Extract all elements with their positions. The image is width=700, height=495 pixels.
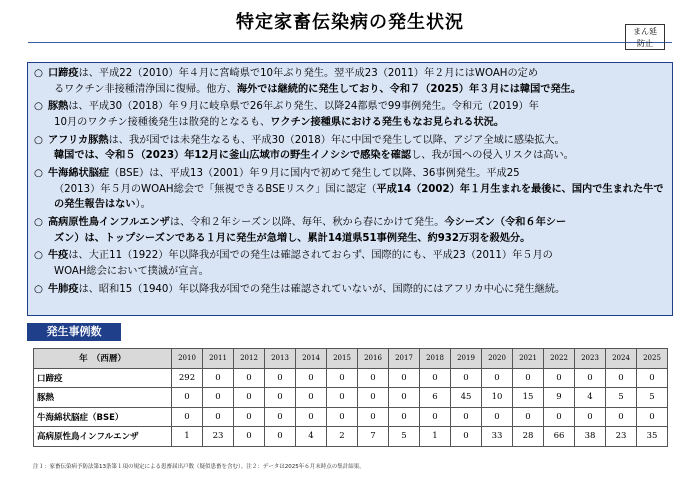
table-cell: 9 (544, 388, 575, 408)
item-emphasis: ワクチン接種県における発生もなお見られる状況。 (270, 116, 505, 128)
item-continuation (34, 182, 666, 213)
table-row (34, 388, 668, 408)
item-continuation (34, 231, 666, 247)
disease-name: 口蹄疫 (48, 68, 79, 79)
table-cell: 4 (575, 388, 606, 408)
table-cell: 0 (389, 407, 420, 427)
table-cell: 0 (265, 427, 296, 447)
table-cell: 0 (203, 388, 234, 408)
table-cell: 45 (451, 388, 482, 408)
outbreak-table (33, 348, 668, 447)
item-text: 10月のワクチン接種後発生は散発的となるも、 (54, 116, 271, 128)
item-emphasis: 平成14（2002）年１月生まれを最後に、国内で生まれた牛での発生報告はない (54, 183, 664, 211)
table-cell: 0 (606, 407, 637, 427)
year-header: 2023 (575, 349, 606, 369)
table-cell: 0 (327, 407, 358, 427)
year-header: 2013 (265, 349, 296, 369)
table-cell: 0 (420, 368, 451, 388)
table-cell: 0 (575, 368, 606, 388)
disease-summary-box (27, 62, 673, 316)
item-text: は、昭和15（1940）年以降我が国での発生は確認されていないが、国際的にはアフリカ中心に発生継続。 (78, 283, 566, 295)
table-cell: 0 (172, 407, 203, 427)
table-cell: 5 (637, 388, 668, 408)
badge-line-1: まん延 (633, 27, 657, 36)
table-cell: 0 (265, 388, 296, 408)
item-text: は、大正11（1922）年以降我が国での発生は確認されておらず、国際的にも、平成23（2011）年５月の (68, 250, 553, 262)
table-cell: 0 (451, 427, 482, 447)
table-cell: 0 (606, 368, 637, 388)
item-text: は、令和２年シーズン以降、毎年、秋から春にかけて発生。 (169, 217, 445, 229)
table-cell: 0 (296, 407, 327, 427)
table-cell: 38 (575, 427, 606, 447)
item-emphasis: ズン）は、トップシーズンである１月に発生が急増し、累計14道県51事例発生、約932万羽を殺処分。 (54, 232, 531, 244)
item-text: るワクチン非接種清浄国に復帰。他方、 (54, 83, 237, 95)
table-cell: 0 (234, 368, 265, 388)
year-header: 2018 (420, 349, 451, 369)
table-cell: 0 (265, 407, 296, 427)
table-row (34, 407, 668, 427)
table-cell: 0 (358, 407, 389, 427)
table-row (34, 427, 668, 447)
year-header: 2010 (172, 349, 203, 369)
table-cell: 0 (544, 407, 575, 427)
table-cell: 0 (451, 407, 482, 427)
badge-line-2: 防止 (637, 39, 653, 48)
table-cell: 1 (172, 427, 203, 447)
disease-item (34, 215, 666, 246)
table-cell: 0 (358, 368, 389, 388)
bullet-mark: ○ (34, 134, 43, 146)
item-continuation (34, 264, 666, 280)
table-cell: 0 (513, 407, 544, 427)
table-cell: 0 (327, 388, 358, 408)
table-cell: 292 (172, 368, 203, 388)
bullet-mark: ○ (34, 217, 43, 229)
table-cell: 10 (482, 388, 513, 408)
row-label: 豚熱 (34, 388, 172, 408)
bullet-mark: ○ (34, 283, 43, 295)
table-cell: 23 (203, 427, 234, 447)
table-corner-header: 年 （西暦） (34, 349, 172, 369)
item-text: は、平成30（2018）年９月に岐阜県で26年ぶり発生、以降24都県で99事例発生。令和元（2019）年 (68, 101, 539, 113)
item-text: は、我が国では未発生なるも、平成30（2018）年に中国で発生して以降、アジア全域に感染拡大。 (108, 134, 565, 146)
row-label: 高病原性鳥インフルエンザ (34, 427, 172, 447)
bullet-mark: ○ (34, 168, 43, 180)
table-cell: 0 (420, 407, 451, 427)
disease-item (34, 166, 666, 213)
table-cell: 0 (172, 388, 203, 408)
item-emphasis: 韓国では、令和５（2023）年12月に釜山広域市の野生イノシシで感染を確認 (54, 150, 412, 162)
table-cell: 2 (327, 427, 358, 447)
disease-item (34, 248, 666, 279)
year-header: 2022 (544, 349, 575, 369)
table-cell: 0 (358, 388, 389, 408)
year-header: 2014 (296, 349, 327, 369)
table-cell: 35 (637, 427, 668, 447)
disease-item (34, 133, 666, 164)
item-text: ）。 (135, 199, 151, 211)
year-header: 2017 (389, 349, 420, 369)
disease-item (34, 99, 666, 130)
table-cell: 0 (513, 368, 544, 388)
table-cell: 0 (327, 368, 358, 388)
disease-name: アフリカ豚熱 (48, 134, 109, 146)
item-text: （2013）年５月のWOAH総会で「無視できるBSEリスク」国に認定（ (54, 183, 377, 195)
table-cell: 66 (544, 427, 575, 447)
disease-name: 牛肺疫 (48, 283, 79, 295)
item-text: WOAH総会において撲滅が宣言。 (54, 266, 209, 278)
year-header: 2021 (513, 349, 544, 369)
table-cell: 23 (606, 427, 637, 447)
table-cell: 0 (296, 368, 327, 388)
year-header: 2025 (637, 349, 668, 369)
table-cell: 33 (482, 427, 513, 447)
bullet-mark: ○ (34, 68, 43, 79)
table-header-row (34, 349, 668, 369)
disease-name: 豚熱 (48, 101, 69, 113)
disease-name: 牛海綿状脳症 (48, 168, 110, 180)
year-header: 2019 (451, 349, 482, 369)
item-emphasis: 海外では継続的に発生しており、令和７（2025）年３月には韓国で発生。 (236, 83, 582, 95)
table-cell: 0 (389, 388, 420, 408)
table-cell: 0 (637, 368, 668, 388)
year-header: 2011 (203, 349, 234, 369)
section-label: 発生事例数 (27, 323, 121, 341)
table-cell: 0 (482, 368, 513, 388)
table-cell: 0 (203, 407, 234, 427)
item-continuation (34, 115, 666, 131)
table-cell: 1 (420, 427, 451, 447)
table-cell: 5 (606, 388, 637, 408)
footnote: 注１：家畜伝染病予防法第13条第１項の規定による患畜届出戸数（疑似患畜を含む）。注２：データは2025年６月末時点の集計結果。 (33, 464, 365, 470)
item-continuation (34, 148, 666, 164)
year-header: 2012 (234, 349, 265, 369)
item-text: は、平成22（2010）年４月に宮崎県で10年ぶり発生。翌平成23（2011）年２月にはWOAHの定め (78, 68, 539, 79)
item-continuation (34, 82, 666, 98)
table-cell: 0 (296, 388, 327, 408)
bullet-mark: ○ (34, 101, 43, 113)
item-text: し、我が国への侵入リスクは高い。 (411, 150, 574, 162)
table-cell: 0 (234, 407, 265, 427)
item-text: （BSE）は、平成13（2001）年９月に国内で初めて発生して以降、36事例発生。平成25 (109, 168, 520, 180)
table-cell: 4 (296, 427, 327, 447)
table-cell: 15 (513, 388, 544, 408)
row-label: 口蹄疫 (34, 368, 172, 388)
table-cell: 5 (389, 427, 420, 447)
row-label: 牛海綿状脳症（BSE） (34, 407, 172, 427)
table-cell: 0 (575, 407, 606, 427)
disease-name: 高病原性鳥インフルエンザ (48, 217, 170, 229)
table-row (34, 368, 668, 388)
table-cell: 0 (265, 368, 296, 388)
table-cell: 0 (389, 368, 420, 388)
year-header: 2015 (327, 349, 358, 369)
table-cell: 0 (234, 388, 265, 408)
year-header: 2024 (606, 349, 637, 369)
page-title: 特定家畜伝染病の発生状況 (236, 12, 464, 33)
bullet-mark: ○ (34, 250, 43, 262)
table-cell: 0 (203, 368, 234, 388)
year-header: 2016 (358, 349, 389, 369)
table-cell: 0 (451, 368, 482, 388)
year-header: 2020 (482, 349, 513, 369)
disease-name: 牛疫 (48, 250, 69, 262)
table-cell: 0 (544, 368, 575, 388)
table-cell: 7 (358, 427, 389, 447)
title-underline (28, 42, 672, 43)
table-cell: 6 (420, 388, 451, 408)
disease-item (34, 282, 666, 298)
table-cell: 0 (234, 427, 265, 447)
table-cell: 0 (637, 407, 668, 427)
category-badge (625, 24, 665, 50)
table-cell: 28 (513, 427, 544, 447)
table-cell: 0 (482, 407, 513, 427)
item-emphasis: 今シーズン（令和６年シー (444, 217, 567, 229)
disease-item (34, 66, 666, 97)
